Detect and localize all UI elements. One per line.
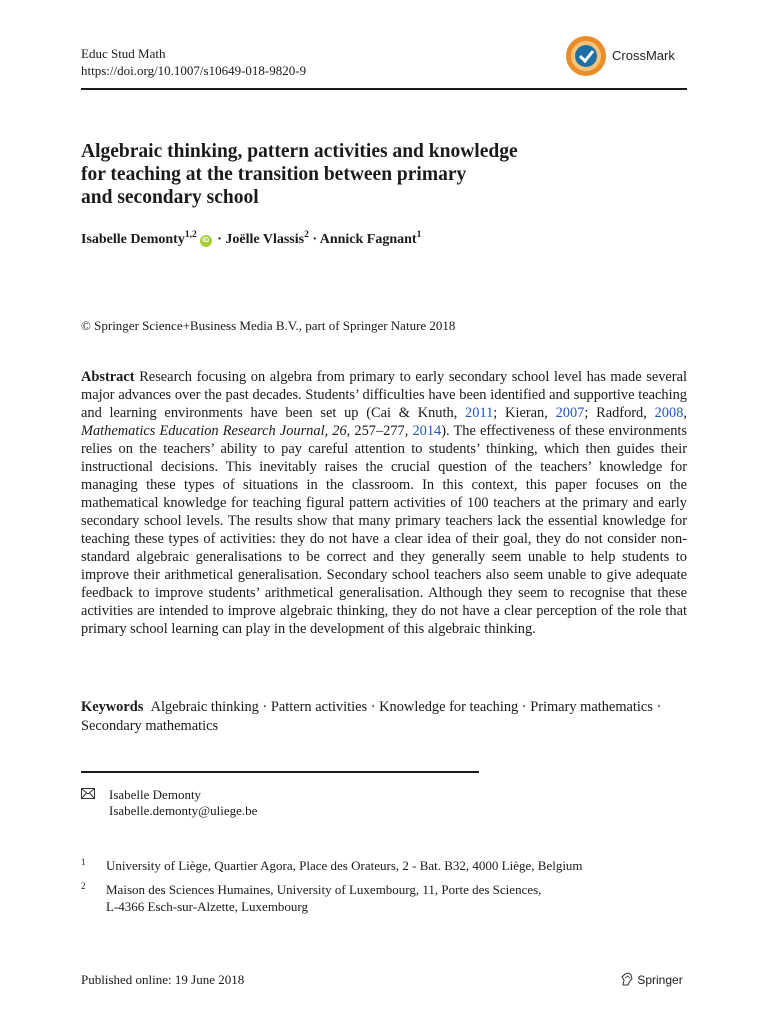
affiliation-text: L-4366 Esch-sur-Alzette, Luxembourg bbox=[106, 899, 309, 914]
author-separator: · bbox=[213, 232, 226, 247]
correspondence-name: Isabelle Demonty bbox=[109, 787, 202, 802]
correspondence-email[interactable]: Isabelle.demonty@uliege.be bbox=[109, 803, 258, 818]
title-line-3: and secondary school bbox=[81, 187, 259, 208]
keywords-text: Algebraic thinking · Pattern activities · Knowledge for teaching · Primary mathematics · Secondary mathematics bbox=[81, 699, 662, 734]
author-list bbox=[81, 230, 421, 248]
citation-link[interactable]: 2007 bbox=[555, 405, 585, 421]
envelope-icon bbox=[81, 788, 95, 799]
header-rule bbox=[81, 88, 687, 90]
abstract-text: ; Kieran, bbox=[493, 405, 556, 421]
paper-title bbox=[81, 140, 641, 209]
author-3-affil: 1 bbox=[416, 230, 422, 240]
affiliation-number: 2 bbox=[81, 881, 86, 891]
title-line-2: for teaching at the transition between primary bbox=[81, 164, 467, 185]
affiliation-text: University of Liège, Quartier Agora, Place des Orateurs, 2 - Bat. B32, 4000 Liège, Belgium bbox=[106, 858, 583, 873]
abstract-text: ). The effectiveness of these environments relies on the teachers’ ability to pay careful attention to students’ thinking, which then guides their instructional decisions. This inevitably raises the crucial question of the teachers’ knowledge for managing these types of situations in the classroom. In this context, this paper focuses on the mathematical knowledge for teaching figural pattern activities of 100 teachers at the primary and early secondary school levels. The results show that many primary teachers lack the essential knowledge for teaching these types of activities: they do not have a clear idea of their goal, they do not consider non-standard algebraic generalisations to be correct and they generally seem unable to help students to improve their arithmetical generalisation. Secondary school teachers also seem unable to give adequate feedback to improve students’ arithmetical generalisation. Although they seem to recognise that these activities are intended to improve algebraic thinking, they do not have a clear perception of the role that primary school learning can play in the development of this algebraic thinking. bbox=[81, 423, 687, 637]
keywords bbox=[81, 698, 687, 736]
affiliation-text: Maison des Sciences Humaines, University of Luxembourg, 11, Porte des Sciences, bbox=[106, 882, 542, 897]
author-3[interactable]: Annick Fagnant bbox=[319, 232, 417, 247]
keywords-label: Keywords bbox=[81, 699, 144, 715]
copyright-icon: © bbox=[81, 318, 91, 333]
author-2[interactable]: Joëlle Vlassis bbox=[225, 232, 305, 247]
citation-link[interactable]: 2014 bbox=[412, 423, 442, 439]
published-date: Published online: 19 June 2018 bbox=[81, 972, 245, 987]
springer-logo bbox=[620, 972, 683, 987]
author-1-affil: 1,2 bbox=[184, 230, 197, 240]
copyright-text: Springer Science+Business Media B.V., part of Springer Nature 2018 bbox=[94, 318, 456, 333]
abstract bbox=[81, 368, 687, 638]
journal-header bbox=[81, 45, 306, 79]
correspondence bbox=[81, 787, 258, 818]
abstract-label: Abstract bbox=[81, 369, 135, 385]
abstract-text: , bbox=[683, 405, 687, 421]
citation-link[interactable]: 2008 bbox=[654, 405, 684, 421]
footnote-rule bbox=[81, 771, 479, 773]
crossmark-label: CrossMark bbox=[612, 48, 675, 63]
copyright-line bbox=[81, 318, 455, 334]
author-1[interactable]: Isabelle Demonty bbox=[81, 232, 185, 247]
publisher-name: Springer bbox=[637, 973, 683, 987]
author-separator: · bbox=[308, 232, 320, 247]
springer-horse-icon bbox=[620, 972, 634, 986]
journal-name: Educ Stud Math bbox=[81, 46, 166, 61]
affiliation-number: 1 bbox=[81, 857, 86, 867]
author-2-affil: 2 bbox=[304, 230, 309, 240]
title-line-1: Algebraic thinking, pattern activities and knowledge bbox=[81, 141, 518, 162]
abstract-text: Research focusing on algebra from primary to early secondary school level has made several major advances over the past decades. Students’ difficulties have been identified and supportive teaching and learning environments have been set up (Cai & Knuth, bbox=[81, 369, 687, 421]
doi-link[interactable]: https://doi.org/10.1007/s10649-018-9820-9 bbox=[81, 63, 307, 78]
orcid-icon[interactable]: iD bbox=[200, 235, 212, 247]
abstract-text: ; Radford, bbox=[584, 405, 655, 421]
abstract-text: , 257–277, bbox=[346, 423, 413, 439]
citation-link[interactable]: 2011 bbox=[465, 405, 494, 421]
journal-citation: Mathematics Education Research Journal, 26 bbox=[81, 423, 347, 439]
